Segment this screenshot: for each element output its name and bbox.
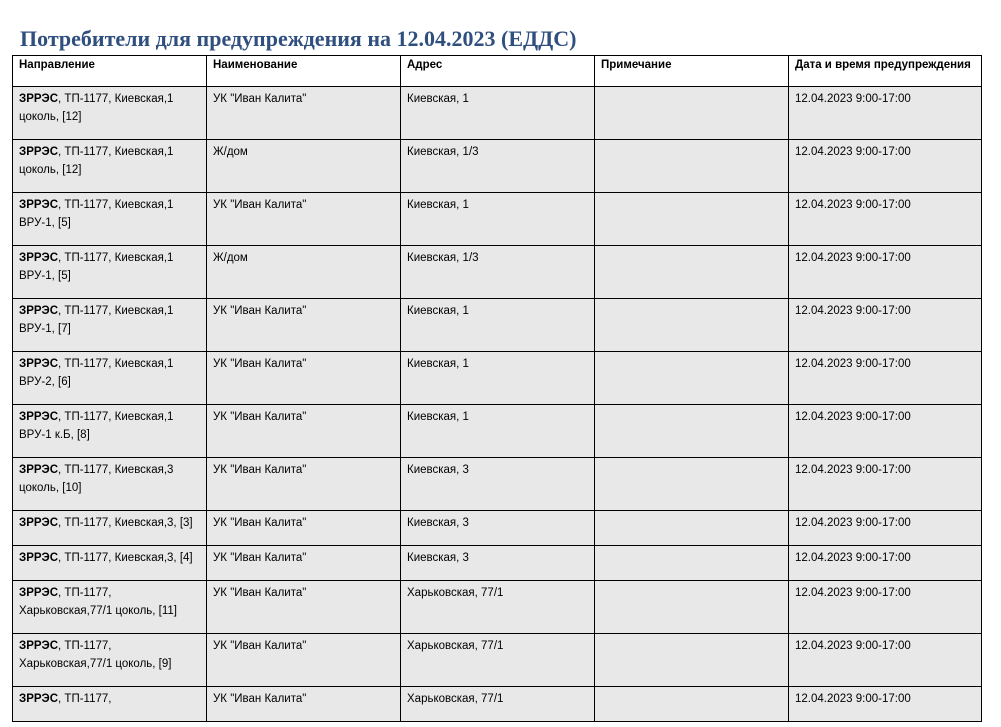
table-row [13,687,982,722]
table-row [13,546,982,581]
direction-code: ЗРРЭС [19,464,59,476]
cell-datetime: 12.04.2023 9:00-17:00 [789,458,982,511]
direction-code: ЗРРЭС [19,93,59,105]
cell-note [595,581,789,634]
cell-address: Киевская, 1 [401,87,595,140]
cell-note [595,634,789,687]
cell-address: Киевская, 1/3 [401,140,595,193]
cell-datetime: 12.04.2023 9:00-17:00 [789,352,982,405]
cell-address: Киевская, 3 [401,546,595,581]
table-row [13,634,982,687]
cell-name: Ж/дом [207,246,401,299]
cell-note [595,193,789,246]
table-row [13,581,982,634]
direction-details: , ТП-1177, Киевская,1 цоколь, [12] [19,93,174,123]
table-row [13,246,982,299]
direction-code: ЗРРЭС [19,305,59,317]
cell-direction [13,193,207,246]
cell-address: Киевская, 1 [401,299,595,352]
cell-name: УК "Иван Калита" [207,87,401,140]
direction-details: , ТП-1177, Киевская,3, [4] [58,552,193,564]
direction-details: , ТП-1177, Харьковская,77/1 цоколь, [9] [19,640,172,670]
direction-details: , ТП-1177, Киевская,1 ВРУ-1, [5] [19,252,174,282]
cell-name: Ж/дом [207,140,401,193]
cell-note [595,405,789,458]
cell-direction [13,581,207,634]
direction-code: ЗРРЭС [19,693,59,705]
cell-datetime: 12.04.2023 9:00-17:00 [789,140,982,193]
cell-datetime: 12.04.2023 9:00-17:00 [789,246,982,299]
cell-direction [13,511,207,546]
direction-details: , ТП-1177, Киевская,3, [3] [58,517,193,529]
table-header-row [13,56,982,87]
cell-note [595,246,789,299]
direction-code: ЗРРЭС [19,411,59,423]
cell-note [595,546,789,581]
cell-address: Харьковская, 77/1 [401,634,595,687]
direction-details: , ТП-1177, [58,693,112,705]
direction-code: ЗРРЭС [19,199,59,211]
table-row [13,140,982,193]
direction-code: ЗРРЭС [19,358,59,370]
cell-address: Харьковская, 77/1 [401,687,595,722]
direction-code: ЗРРЭС [19,552,59,564]
cell-datetime: 12.04.2023 9:00-17:00 [789,193,982,246]
table-row [13,458,982,511]
cell-direction [13,458,207,511]
column-header-direction: Направление [13,56,207,87]
cell-note [595,87,789,140]
cell-direction [13,87,207,140]
cell-datetime: 12.04.2023 9:00-17:00 [789,687,982,722]
cell-name: УК "Иван Калита" [207,511,401,546]
cell-direction [13,546,207,581]
cell-address: Киевская, 1 [401,352,595,405]
cell-datetime: 12.04.2023 9:00-17:00 [789,634,982,687]
cell-note [595,140,789,193]
cell-name: УК "Иван Калита" [207,193,401,246]
consumers-table [12,55,982,722]
cell-address: Киевская, 1 [401,405,595,458]
column-header-name: Наименование [207,56,401,87]
cell-note [595,511,789,546]
direction-details: , ТП-1177, Киевская,1 ВРУ-1, [5] [19,199,174,229]
cell-address: Киевская, 1/3 [401,246,595,299]
cell-note [595,458,789,511]
cell-direction [13,352,207,405]
column-header-note: Примечание [595,56,789,87]
cell-datetime: 12.04.2023 9:00-17:00 [789,299,982,352]
direction-details: , ТП-1177, Киевская,1 ВРУ-2, [6] [19,358,174,388]
page-title: Потребители для предупреждения на 12.04.2023 (ЕДДС) [20,26,577,51]
cell-name: УК "Иван Калита" [207,352,401,405]
direction-details: , ТП-1177, Киевская,1 ВРУ-1 к.Б, [8] [19,411,174,441]
direction-details: , ТП-1177, Киевская,1 цоколь, [12] [19,146,174,176]
direction-details: , ТП-1177, Харьковская,77/1 цоколь, [11] [19,587,177,617]
cell-datetime: 12.04.2023 9:00-17:00 [789,546,982,581]
direction-code: ЗРРЭС [19,587,59,599]
cell-address: Киевская, 3 [401,511,595,546]
cell-datetime: 12.04.2023 9:00-17:00 [789,405,982,458]
cell-note [595,687,789,722]
table-row [13,193,982,246]
direction-code: ЗРРЭС [19,640,59,652]
cell-name: УК "Иван Калита" [207,634,401,687]
cell-name: УК "Иван Калита" [207,546,401,581]
cell-direction [13,405,207,458]
cell-direction [13,634,207,687]
cell-direction [13,687,207,722]
direction-details: , ТП-1177, Киевская,1 ВРУ-1, [7] [19,305,174,335]
cell-address: Киевская, 3 [401,458,595,511]
column-header-address: Адрес [401,56,595,87]
column-header-datetime: Дата и время предупреждения [789,56,982,87]
cell-direction [13,140,207,193]
table-row [13,87,982,140]
cell-datetime: 12.04.2023 9:00-17:00 [789,581,982,634]
direction-code: ЗРРЭС [19,146,59,158]
table-row [13,352,982,405]
table-row [13,405,982,458]
cell-name: УК "Иван Калита" [207,581,401,634]
cell-name: УК "Иван Калита" [207,458,401,511]
direction-code: ЗРРЭС [19,517,59,529]
cell-datetime: 12.04.2023 9:00-17:00 [789,511,982,546]
direction-code: ЗРРЭС [19,252,59,264]
cell-datetime: 12.04.2023 9:00-17:00 [789,87,982,140]
cell-address: Харьковская, 77/1 [401,581,595,634]
direction-details: , ТП-1177, Киевская,3 цоколь, [10] [19,464,174,494]
cell-name: УК "Иван Калита" [207,299,401,352]
table-row [13,511,982,546]
cell-name: УК "Иван Калита" [207,405,401,458]
cell-direction [13,246,207,299]
cell-note [595,299,789,352]
cell-note [595,352,789,405]
cell-name: УК "Иван Калита" [207,687,401,722]
table-row [13,299,982,352]
cell-address: Киевская, 1 [401,193,595,246]
cell-direction [13,299,207,352]
